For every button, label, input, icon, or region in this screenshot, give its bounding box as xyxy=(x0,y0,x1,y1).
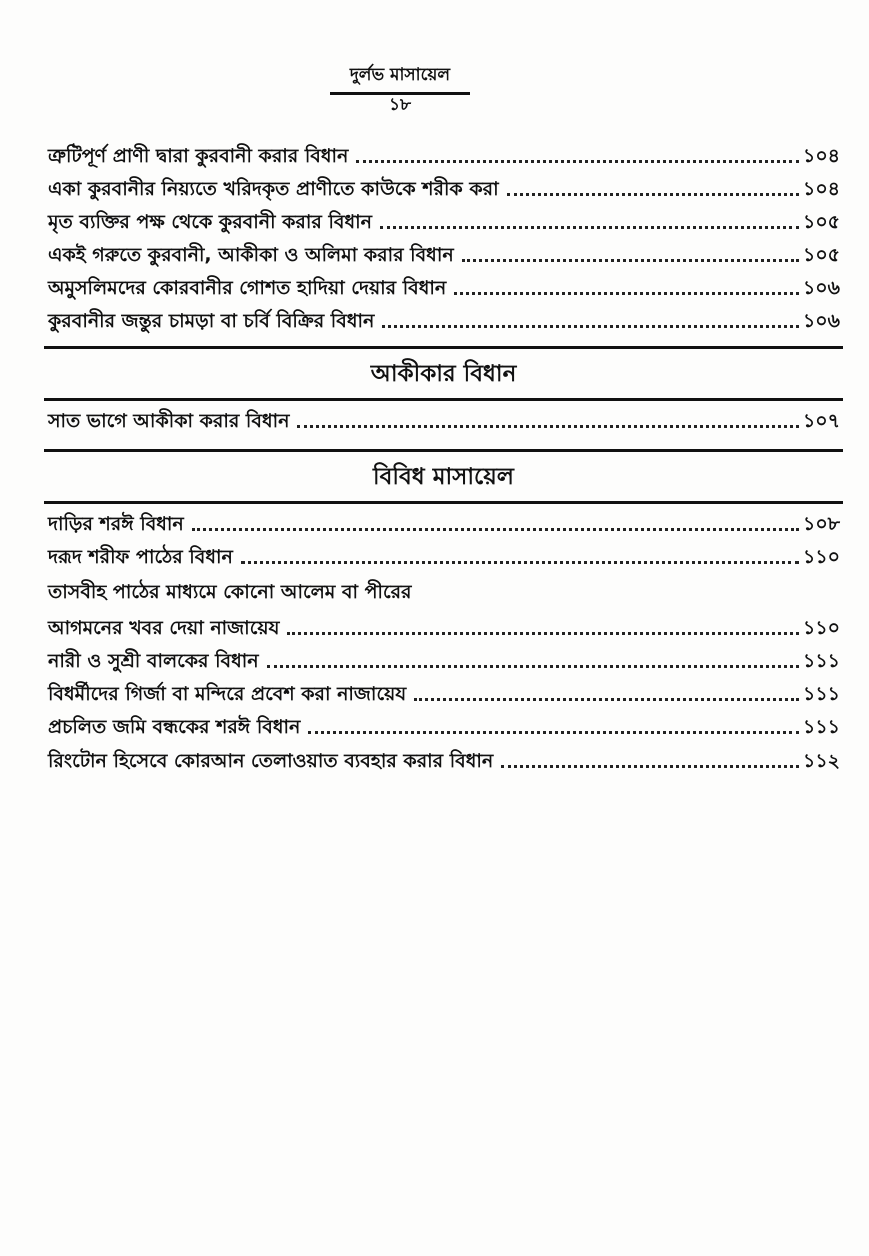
toc-entry-title: অমুসলিমদের কোরবানীর গোশত হাদিয়া দেয়ার বিধান xyxy=(48,277,447,299)
toc-entry xyxy=(48,140,840,172)
toc-entry-page: ১১২ xyxy=(802,750,840,772)
toc-entry-page: ১১০ xyxy=(802,617,840,639)
dot-leader xyxy=(454,292,799,295)
dot-leader xyxy=(507,193,799,196)
toc-entry-page: ১০৫ xyxy=(802,244,840,266)
toc-entry xyxy=(48,576,840,608)
dot-leader xyxy=(501,765,799,768)
section-rule xyxy=(44,346,843,349)
toc-entry xyxy=(48,405,840,437)
running-head: দুর্লভ মাসায়েল xyxy=(330,62,470,95)
toc-entry-title: একা কুরবানীর নিয়্যতে খরিদকৃত প্রাণীতে কাউকে শরীক করা xyxy=(48,178,499,200)
toc-entry xyxy=(48,711,840,743)
toc-entry xyxy=(48,612,840,644)
dot-leader xyxy=(382,325,799,328)
toc-entry xyxy=(48,645,840,677)
dot-leader xyxy=(241,561,799,564)
page-number: ১৮ xyxy=(388,95,412,115)
toc-entry-title: একই গরুতে কুরবানী, আকীকা ও অলিমা করার বিধান xyxy=(48,244,454,266)
toc-entry xyxy=(48,745,840,777)
toc-entry-title: ত্রুটিপূর্ণ প্রাণী দ্বারা কুরবানী করার বিধান xyxy=(48,145,349,167)
toc-entry-title: দাড়ির শরঈ বিধান xyxy=(48,513,184,535)
toc-entry-page: ১০৪ xyxy=(802,178,840,200)
toc-entry-title: কুরবানীর জন্তুর চামড়া বা চর্বি বিক্রির বিধান xyxy=(48,310,375,332)
toc-entry-page: ১১০ xyxy=(802,546,840,568)
toc-entry-page: ১০৬ xyxy=(802,277,840,299)
dot-leader xyxy=(414,698,799,701)
toc-entry-page: ১০৮ xyxy=(802,513,840,535)
toc-entry-title: প্রচলিত জমি বন্ধকের শরঈ বিধান xyxy=(48,716,301,738)
toc-entry-page: ১১১ xyxy=(803,683,840,705)
dot-leader xyxy=(267,665,799,668)
dot-leader xyxy=(356,160,799,163)
toc-entry xyxy=(48,173,840,205)
toc-entry-title: বিধর্মীদের গির্জা বা মন্দিরে প্রবেশ করা নাজায়েয xyxy=(48,683,407,705)
toc-entry-title: দরূদ শরীফ পাঠের বিধান xyxy=(48,546,233,568)
toc-entry-title: তাসবীহ পাঠের মাধ্যমে কোনো আলেম বা পীরের xyxy=(48,581,412,603)
toc-entry-title: নারী ও সুশ্রী বালকের বিধান xyxy=(48,650,259,672)
dot-leader xyxy=(308,731,799,734)
dot-leader xyxy=(287,632,799,635)
toc-entry-page: ১১১ xyxy=(803,650,840,672)
section-heading-aqiqa: আকীকার বিধান xyxy=(370,361,517,387)
toc-entry xyxy=(48,305,840,337)
dot-leader xyxy=(297,425,799,428)
section-rule xyxy=(44,501,843,504)
section-heading-misc: বিবিধ মাসায়েল xyxy=(373,464,514,490)
toc-entry-page: ১০৪ xyxy=(802,145,840,167)
toc-entry-page: ১০৫ xyxy=(802,211,840,233)
toc-entry-title: রিংটোন হিসেবে কোরআন তেলাওয়াত ব্যবহার করার বিধান xyxy=(48,750,494,772)
toc-entry xyxy=(48,239,840,271)
toc-entry xyxy=(48,678,840,710)
dot-leader xyxy=(462,259,799,262)
toc-entry-title: সাত ভাগে আকীকা করার বিধান xyxy=(48,410,290,432)
dot-leader xyxy=(192,528,799,531)
toc-entry-page: ১১১ xyxy=(803,716,840,738)
dot-leader xyxy=(380,226,799,229)
toc-entry xyxy=(48,541,840,573)
toc-entry-title: আগমনের খবর দেয়া নাজায়েয xyxy=(48,617,280,639)
toc-entry-title: মৃত ব্যক্তির পক্ষ থেকে কুরবানী করার বিধান xyxy=(48,211,372,233)
toc-entry-page: ১০৬ xyxy=(802,310,840,332)
section-rule xyxy=(44,449,843,452)
toc-entry xyxy=(48,272,840,304)
toc-entry xyxy=(48,508,840,540)
toc-entry-page: ১০৭ xyxy=(802,410,840,432)
toc-entry xyxy=(48,206,840,238)
section-rule xyxy=(44,398,843,401)
